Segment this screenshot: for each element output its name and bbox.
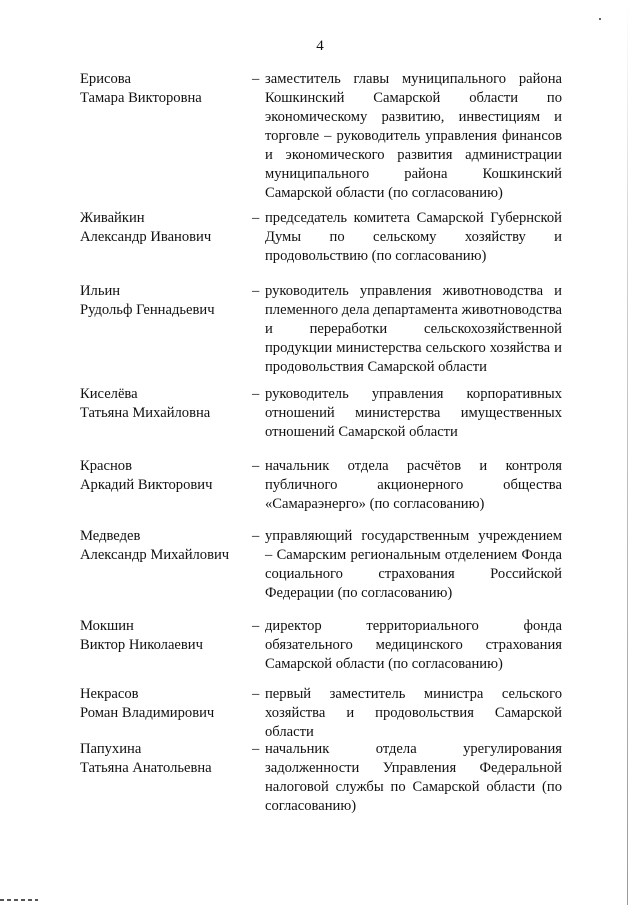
page-number: 4 [316,38,324,54]
dash-separator: – [252,618,260,634]
member-surname: Живайкин [80,210,145,226]
dash-separator: – [252,71,260,87]
member-given-names: Татьяна Анатольевна [80,760,212,776]
scan-margin-mark [0,899,38,901]
member-surname: Некрасов [80,686,139,702]
member-given-names: Рудольф Геннадьевич [80,302,215,318]
member-given-names: Аркадий Викторович [80,477,213,493]
member-name [80,457,252,514]
member-surname: Ерисова [80,71,131,87]
member-given-names: Александр Михайлович [80,547,230,563]
member-entry [80,70,562,203]
member-role: руководитель управления животноводства и племенного дела департамента животноводства и переработки сельскохозяйственной продукции министерства сельского хозяйства и продовольствия Самарской области [265,283,563,375]
member-role: председатель комитета Самарской Губернской Думы по сельскому хозяйству и продовольствию (по согласованию) [265,210,562,264]
member-role: заместитель главы муниципального района Кошкинский Самарской области по экономическому развитию, инвестициям и торговле – руководитель управления финансов и экономического развития администрации муниципального района Кошкинский Самарской области (по согласованию) [265,71,562,201]
member-entry [80,740,562,816]
member-role: руководитель управления корпоративных отношений министерства имущественных отношений Самарской области [265,386,562,440]
member-surname: Мокшин [80,618,134,634]
dash-separator: – [252,528,260,544]
member-given-names: Виктор Николаевич [80,637,203,653]
scan-speck [599,18,601,20]
member-role: начальник отдела урегулирования задолженности Управления Федеральной налоговой службы по Самарской области (по согласованию) [265,741,562,814]
dash-separator: – [252,210,260,226]
member-entry [80,209,562,266]
dash-separator: – [252,386,260,402]
member-name [80,385,252,442]
member-surname: Краснов [80,458,132,474]
member-surname: Киселёва [80,386,138,402]
dash-separator: – [252,741,260,757]
member-role: директор территориального фонда обязательного медицинского страхования Самарской области (по согласованию) [265,618,562,672]
member-entry [80,457,562,514]
member-given-names: Александр Иванович [80,229,212,245]
member-given-names: Тамара Викторовна [80,90,202,106]
member-role: начальник отдела расчётов и контроля публичного акционерного общества «Самараэнерго» (по согласованию) [265,458,562,512]
member-name [80,282,252,377]
dash-separator: – [252,283,260,299]
member-surname: Папухина [80,741,142,757]
member-entry [80,385,562,442]
member-name [80,740,252,816]
member-given-names: Роман Владимирович [80,705,215,721]
member-name [80,209,252,266]
member-entry [80,282,562,377]
member-name [80,527,252,603]
dash-separator: – [252,686,260,702]
dash-separator: – [252,458,260,474]
member-role: управляющий государственным учреждением – Самарским региональным отделением Фонда социального страхования Российской Федерации (по согласованию) [265,528,562,601]
member-given-names: Татьяна Михайловна [80,405,211,421]
member-surname: Медведев [80,528,141,544]
member-name [80,685,252,742]
member-entry [80,617,562,674]
member-name [80,70,252,203]
member-role: первый заместитель министра сельского хозяйства и продовольствия Самарской области [265,686,562,740]
member-entry [80,527,562,603]
member-surname: Ильин [80,283,121,299]
member-name [80,617,252,674]
scan-edge-line [627,0,628,905]
member-entry [80,685,562,742]
